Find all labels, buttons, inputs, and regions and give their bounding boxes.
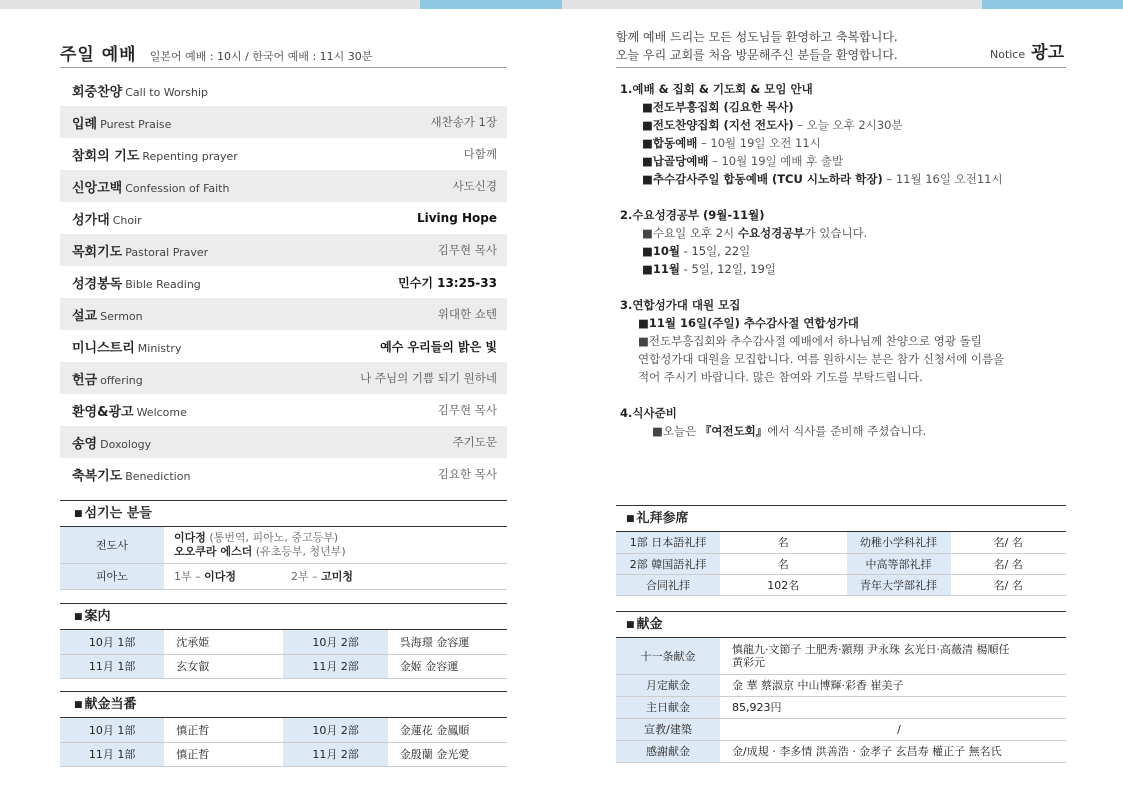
welcome-line-2: 오늘 우리 교회를 처음 방문해주신 분들을 환영합니다.	[616, 48, 898, 62]
piano-names: 1부 – 이다정 2부 – 고미청	[164, 563, 507, 589]
top-bar-grey-right	[562, 0, 982, 9]
order-item-ko: 헌금	[72, 372, 98, 388]
order-row	[60, 202, 507, 234]
sunday-label: 主日献金	[616, 696, 720, 718]
order-item-ko: 참회의 기도	[72, 148, 140, 164]
order-item-value: 사도신경	[452, 179, 497, 193]
square-icon: ■	[626, 514, 635, 524]
welcome-line-1: 함께 예배 드리는 모든 성도님들 환영하고 축복합니다.	[616, 30, 898, 44]
top-bar-blue-left	[420, 0, 562, 9]
table-cell: 中高等部礼拝	[847, 553, 951, 574]
guide-section	[60, 603, 507, 679]
order-item-ko: 송영	[72, 436, 98, 452]
order-row	[60, 298, 507, 330]
order-item-en: Benediction	[125, 469, 191, 483]
mission-label: 宣教/建築	[616, 718, 720, 740]
notice-2b: ■10월 - 15일, 22일	[642, 244, 751, 258]
order-item-en: Sermon	[100, 309, 143, 323]
order-item-value: 위대한 쇼텐	[437, 307, 497, 321]
notice-1d: ■납골당예배 – 10월 19일 예배 후 출발	[642, 154, 844, 168]
order-item-value: 김무현 목사	[437, 243, 497, 257]
order-item-value: 주기도문	[452, 435, 497, 449]
order-item-ko: 회중찬양	[72, 84, 123, 100]
worship-times: 일본어 예배 : 10시 / 한국어 예배 : 11시 30분	[149, 50, 373, 63]
notice-1e: ■추수감사주일 합동예배 (TCU 시노하라 학장) – 11월 16일 오전11시	[642, 172, 1003, 186]
order-row	[60, 170, 507, 202]
order-item-value: 다함께	[463, 147, 497, 161]
notice-1a: ■전도부흥집회 (김요한 목사)	[642, 100, 794, 114]
order-item-ko: 입례	[72, 116, 98, 132]
order-row	[60, 106, 507, 138]
table-cell: 名/ 名	[951, 553, 1066, 574]
piano-label: 피아노	[60, 563, 164, 589]
thanks-names: 金/成規 · 李多情 洪善浩 · 金孝子 玄昌寿 權正子 無名氏	[720, 740, 1066, 762]
square-icon: ■	[74, 612, 83, 622]
offering-duty-title: ■ 献金当番	[60, 692, 507, 718]
order-item-ko: 성경봉독	[72, 276, 123, 292]
offering-table	[616, 638, 1066, 763]
table-cell: 金姬 金容運	[388, 654, 507, 678]
monthly-label: 月定献金	[616, 674, 720, 696]
order-item-en: Doxology	[100, 437, 152, 451]
table-cell: 慎正哲	[164, 718, 283, 742]
notice-1-title: 1.예배 & 집회 & 기도회 & 모임 안내	[620, 82, 813, 96]
table-cell: 名/ 名	[951, 574, 1066, 595]
table-cell: 玄女叡	[164, 654, 283, 678]
table-cell: 金蓮花 金鳳順	[388, 718, 507, 742]
offering-title: ■ 献金	[616, 612, 1066, 638]
table-cell: 呉海璟 金容運	[388, 630, 507, 654]
notices	[620, 80, 1060, 440]
order-row	[60, 234, 507, 266]
square-icon: ■	[74, 509, 83, 519]
notice-3d: 적어 주시기 바랍니다. 많은 참여와 기도를 부탁드립니다.	[638, 370, 923, 384]
order-item-en: Ministry	[137, 341, 182, 355]
sunday-amount: 85,923円	[720, 696, 1066, 718]
order-item-en: Purest Praise	[100, 117, 172, 131]
square-icon: ■	[74, 700, 83, 710]
table-cell: 合同礼拝	[616, 574, 720, 595]
offering-section	[616, 611, 1066, 763]
notice-header	[616, 28, 1066, 68]
serve-section	[60, 500, 507, 590]
worship-header	[60, 40, 507, 68]
order-item-value: 김무현 목사	[437, 403, 497, 417]
notice-2c: ■11월 - 5일, 12일, 19일	[642, 262, 776, 276]
order-item-ko: 신앙고백	[72, 180, 123, 196]
order-row	[60, 74, 507, 106]
notice-3c: 연합성가대 대원을 모집합니다. 여름 원하시는 분은 참가 신청서에 이름을	[638, 352, 1005, 366]
notice-2a: ■수요일 오후 2시 수요성경공부가 있습니다.	[642, 226, 868, 240]
table-row	[616, 553, 1066, 574]
order-item-en: Call to Worship	[125, 85, 209, 99]
table-cell: 名	[720, 532, 847, 553]
table-cell: 青年大学部礼拝	[847, 574, 951, 595]
order-item-en: Pastoral Praver	[125, 245, 209, 259]
order-item-en: Bible Reading	[125, 277, 201, 291]
table-cell: 慎正哲	[164, 742, 283, 766]
table-cell: 沈承姫	[164, 630, 283, 654]
order-item-en: Repenting prayer	[142, 149, 238, 163]
order-item-value: 새찬송가 1장	[430, 115, 497, 129]
order-item-ko: 미니스트리	[72, 340, 135, 356]
tithe-label: 十一条献金	[616, 638, 720, 674]
order-row	[60, 458, 507, 490]
table-cell: 1部 日本語礼拝	[616, 532, 720, 553]
notice-3a: ■11월 16일(주일) 추수감사절 연합성가대	[638, 316, 859, 330]
table-cell: 11月 1部	[60, 654, 164, 678]
order-item-ko: 목회기도	[72, 244, 123, 260]
table-row	[616, 574, 1066, 595]
order-item-ko: 환영&광고	[72, 404, 134, 420]
table-cell: 10月 1部	[60, 630, 164, 654]
order-of-worship	[60, 74, 507, 490]
order-item-ko: 축복기도	[72, 468, 123, 484]
offering-duty-section	[60, 691, 507, 767]
monthly-names: 金 華 蔡淑京 中山博輝·彩香 崔美子	[720, 674, 1066, 696]
table-cell: 10月 1部	[60, 718, 164, 742]
notice-4-title: 4.식사준비	[620, 406, 677, 420]
order-item-en: Confession of Faith	[125, 181, 230, 195]
order-row	[60, 426, 507, 458]
table-cell: 10月 2部	[283, 718, 387, 742]
order-item-value: 민수기 13:25-33	[398, 275, 497, 290]
order-row	[60, 330, 507, 362]
notice-4a: ■오늘은 『여전도회』에서 식사를 준비해 주셨습니다.	[652, 424, 927, 438]
serve-table	[60, 527, 507, 590]
mission-value: /	[720, 718, 1066, 740]
offering-duty-table	[60, 718, 507, 767]
order-item-ko: 성가대	[72, 212, 110, 228]
worship-title: 주일 예배	[60, 45, 137, 65]
order-row	[60, 138, 507, 170]
order-row	[60, 394, 507, 426]
table-cell: 幼稚小学科礼拝	[847, 532, 951, 553]
square-icon: ■	[626, 620, 635, 630]
order-row	[60, 362, 507, 394]
order-item-value: Living Hope	[416, 211, 497, 225]
notice-1b: ■전도찬양집회 (지선 전도사) – 오늘 오후 2시30분	[642, 118, 903, 132]
leader-names: 이다정 (통번역, 피아노, 중고등부) 오오쿠라 에스더 (유초등부, 청년부)	[164, 527, 507, 563]
notice-label: Notice 광고	[989, 43, 1064, 63]
order-item-en: offering	[100, 373, 143, 387]
table-row	[60, 742, 507, 766]
guide-title: ■ 案内	[60, 604, 507, 630]
notice-1c: ■합동예배 – 10월 19일 오전 11시	[642, 136, 821, 150]
guide-table	[60, 630, 507, 679]
table-cell: 名/ 名	[951, 532, 1066, 553]
attendance-section	[616, 505, 1066, 596]
order-row	[60, 266, 507, 298]
order-item-value: 나 주님의 기쁨 되기 원하네	[360, 371, 497, 385]
table-cell: 金殷蘭 金光愛	[388, 742, 507, 766]
table-cell: 11月 2部	[283, 654, 387, 678]
order-item-value: 김요한 목사	[437, 467, 497, 481]
attendance-table	[616, 532, 1066, 596]
notice-2-title: 2.수요성경공부 (9월-11월)	[620, 208, 765, 222]
notice-3-title: 3.연합성가대 대원 모집	[620, 298, 741, 312]
top-bar-blue-right	[982, 0, 1123, 9]
leader-label: 전도사	[60, 527, 164, 563]
table-row	[60, 718, 507, 742]
thanks-label: 感謝献金	[616, 740, 720, 762]
table-cell: 11月 2部	[283, 742, 387, 766]
order-item-value: 예수 우리들의 밝은 빛	[380, 339, 497, 354]
order-item-ko: 설교	[72, 308, 98, 324]
table-cell: 2部 韓国語礼拝	[616, 553, 720, 574]
table-cell: 11月 1部	[60, 742, 164, 766]
table-row	[616, 532, 1066, 553]
order-item-en: Choir	[112, 213, 142, 227]
table-row	[60, 654, 507, 678]
table-cell: 10月 2部	[283, 630, 387, 654]
table-row	[60, 630, 507, 654]
top-bar-grey-left	[0, 0, 420, 9]
table-cell: 名	[720, 553, 847, 574]
table-cell: 102名	[720, 574, 847, 595]
tithe-names: 慎龍九·文節子 土肥秀·顥翔 尹永珠 玄光日·高薇清 楊順任 黄彩元	[720, 638, 1066, 674]
serve-title: ■ 섬기는 분들	[60, 501, 507, 527]
order-item-en: Welcome	[136, 405, 187, 419]
attendance-title: ■ 礼拜参席	[616, 506, 1066, 532]
notice-3b: ■전도부흥집회와 추수감사절 예배에서 하나님께 찬양으로 영광 돌릴	[638, 334, 982, 348]
